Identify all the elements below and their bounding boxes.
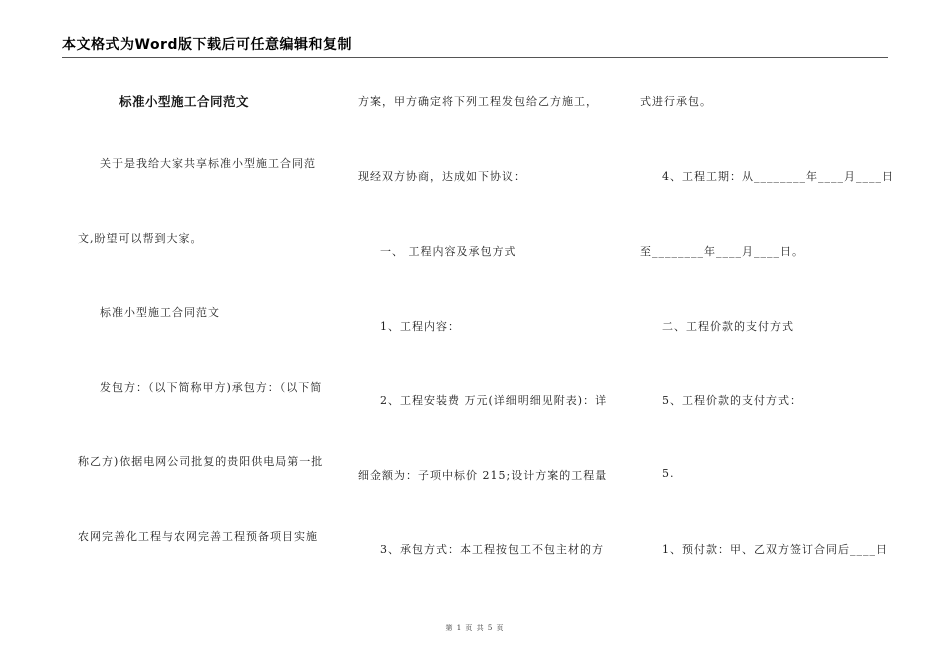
section-heading: 一、 工程内容及承包方式 [380, 245, 517, 258]
text-line: 至________年____月____日。 [640, 245, 804, 258]
page-number: 第 1 页 共 5 页 [445, 624, 505, 632]
document-header: 本文格式为Word版下载后可任意编辑和复制 [62, 34, 888, 58]
text-line: 1、预付款：甲、乙双方签订合同后____日 [662, 543, 888, 556]
text-line: 现经双方协商，达成如下协议： [358, 170, 526, 183]
text-line: 3、承包方式：本工程按包工不包主材的方 [380, 543, 604, 556]
section-heading: 二、工程价款的支付方式 [662, 320, 794, 333]
text-line: 细金额为：子项中标价 215;设计方案的工程量 [358, 469, 608, 482]
text-line: 2、工程安装费 万元(详细明细见附表)：详 [380, 394, 608, 407]
text-line: 文,盼望可以帮到大家。 [78, 232, 203, 245]
text-line: 方案，甲方确定将下列工程发包给乙方施工， [358, 95, 598, 108]
text-line: 标准小型施工合同范文 [100, 306, 220, 319]
text-line: 农网完善化工程与农网完善工程预备项目实施 [78, 530, 318, 543]
text-line: 式进行承包。 [640, 95, 712, 108]
text-line: 发包方：（以下简称甲方)承包方：（以下简 [100, 381, 323, 394]
text-line: 5. [662, 467, 675, 480]
text-line: 4、工程工期：从________年____月____日 [662, 170, 894, 183]
text-line: 称乙方)依据电网公司批复的贵阳供电局第一批 [78, 455, 324, 468]
text-line: 5、工程价款的支付方式： [662, 394, 802, 407]
document-title: 标准小型施工合同范文 [119, 94, 250, 109]
text-line: 关于是我给大家共享标准小型施工合同范 [100, 157, 316, 170]
text-line: 1、工程内容： [380, 320, 460, 333]
